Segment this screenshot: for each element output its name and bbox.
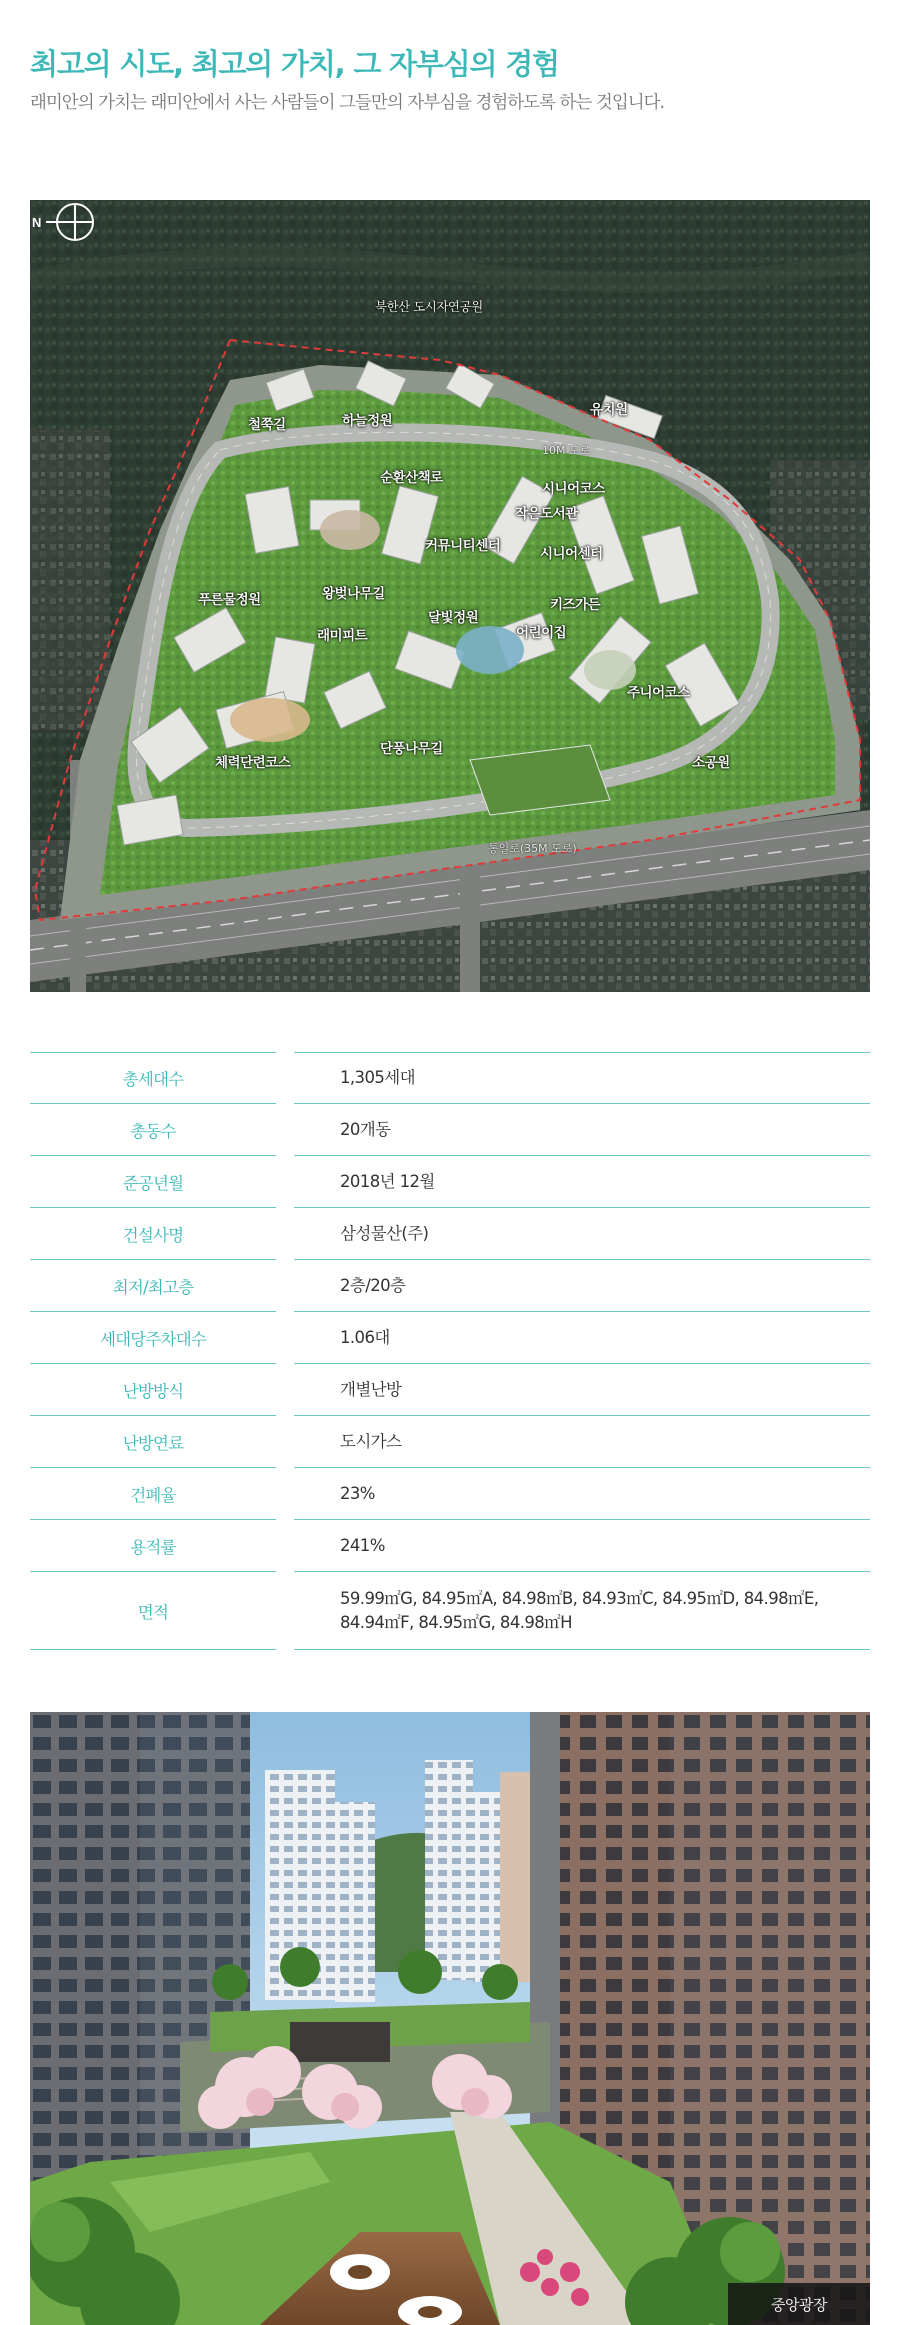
- table-row: [30, 1416, 870, 1468]
- spec-label: 용적률: [130, 1538, 176, 1557]
- table-row: [30, 1468, 870, 1520]
- map-label-community: 커뮤니티센터: [425, 538, 501, 554]
- spec-label: 세대당주차대수: [100, 1330, 206, 1349]
- spec-label: 면적: [137, 1603, 169, 1622]
- map-road-label-south: 통일로(35M 도로): [488, 842, 577, 855]
- table-row: [30, 1260, 870, 1312]
- spec-value: 23%: [340, 1484, 375, 1503]
- spec-label: 최저/최고층: [112, 1278, 194, 1297]
- map-label-senior-center: 시니어센터: [540, 546, 603, 562]
- map-label-raemi-fit: 래미피트: [317, 628, 368, 644]
- spec-label: 건폐율: [130, 1486, 176, 1505]
- svg-text:N: N: [32, 215, 42, 230]
- spec-value: 삼성물산(주): [340, 1224, 429, 1243]
- table-row: [30, 1208, 870, 1260]
- spec-value: 20개동: [340, 1120, 391, 1139]
- map-label-kindergarten: 유치원: [590, 402, 628, 418]
- spec-value: 59.99㎡G, 84.95㎡A, 84.98㎡B, 84.93㎡C, 84.95㎡D, 84.98㎡E, 84.94㎡F, 84.95㎡G, 84.98㎡H: [340, 1589, 819, 1632]
- map-label-green-garden: 푸른물정원: [198, 592, 261, 608]
- table-row: [30, 1052, 870, 1104]
- page-subtitle: 래미안의 가치는 래미안에서 사는 사람들이 그들만의 자부심을 경험하도록 하는 것입니다.: [30, 93, 665, 113]
- spec-value: 1.06대: [340, 1328, 390, 1347]
- map-label-cherry-road: 왕벚나무길: [322, 586, 385, 602]
- map-label-haneuljeongwon: 하늘정원: [342, 413, 393, 429]
- spec-value: 1,305세대: [340, 1068, 415, 1087]
- map-label-small-park: 소공원: [692, 755, 730, 771]
- map-label-junior-course: 주니어코스: [627, 685, 690, 701]
- map-label-maple-road: 단풍나무길: [380, 741, 443, 757]
- table-row: [30, 1312, 870, 1364]
- spec-value: 도시가스: [340, 1432, 402, 1451]
- compass-icon: [30, 200, 100, 244]
- plaza-caption: 중앙광장: [728, 2283, 870, 2325]
- map-label-fitness-course: 체력단련코스: [215, 755, 291, 771]
- spec-label: 건설사명: [122, 1226, 184, 1245]
- spec-label: 총동수: [130, 1122, 176, 1141]
- map-road-label-north: 10M 도로: [542, 444, 591, 457]
- table-row: [30, 1364, 870, 1416]
- spec-value: 개별난방: [340, 1380, 402, 1399]
- map-label-daycare: 어린이집: [516, 625, 567, 641]
- table-row: [30, 1520, 870, 1572]
- table-row: [30, 1104, 870, 1156]
- map-label-park: 북한산 도시자연공원: [375, 299, 483, 314]
- page-title: 최고의 시도, 최고의 가치, 그 자부심의 경험: [30, 47, 559, 81]
- map-label-senior-course: 시니어코스: [542, 481, 605, 497]
- map-label-walkway: 순환산책로: [380, 470, 443, 486]
- spec-value: 241%: [340, 1536, 385, 1555]
- spec-value: 2층/20층: [340, 1276, 406, 1295]
- map-label-kids-garden: 키즈가든: [550, 597, 601, 613]
- map-label-moonlight-garden: 달빛정원: [428, 610, 479, 626]
- map-label-small-library: 작은도서관: [515, 506, 578, 522]
- map-label-cheoljjukgil: 철쭉길: [248, 417, 286, 433]
- table-row: [30, 1156, 870, 1208]
- central-plaza-image: [30, 1712, 870, 2325]
- spec-label: 난방방식: [122, 1382, 184, 1401]
- spec-value: 2018년 12월: [340, 1172, 435, 1191]
- site-map-image: [30, 200, 870, 992]
- spec-label: 총세대수: [122, 1070, 184, 1089]
- table-row: [30, 1572, 870, 1650]
- spec-label: 준공년월: [122, 1174, 184, 1193]
- spec-table: [30, 1052, 870, 1650]
- spec-label: 난방연료: [122, 1434, 184, 1453]
